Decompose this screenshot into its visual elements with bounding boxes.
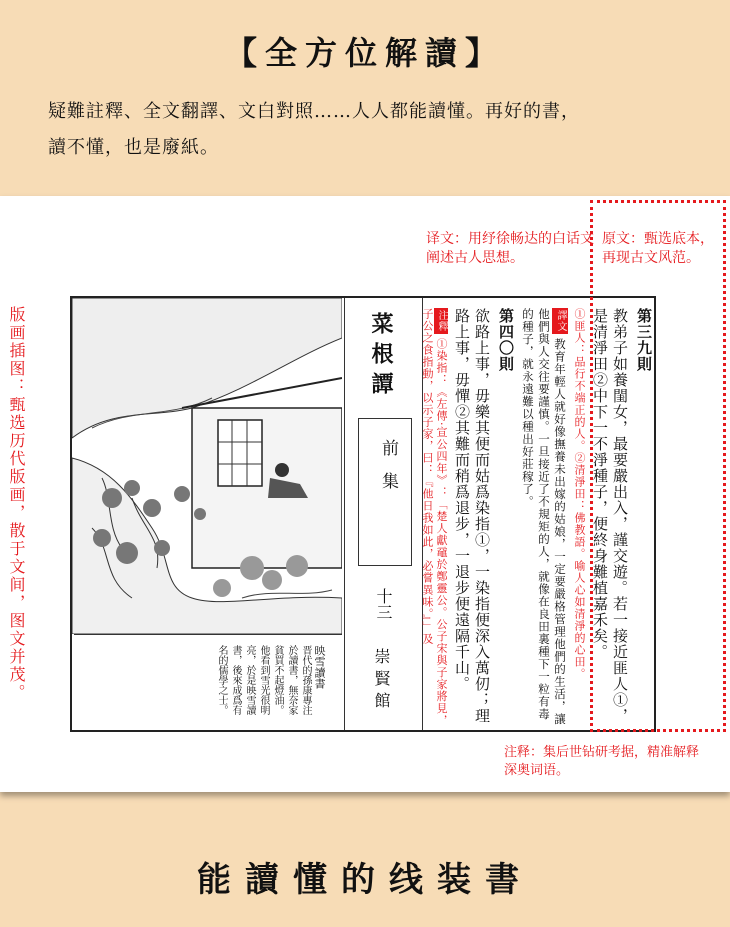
notes-annotation: 注释：集后世钻研考据，精准解释深奥词语。: [504, 745, 700, 778]
intro-line-2: 讀不懂，也是廢紙。: [48, 137, 219, 158]
illustration-caption: [74, 634, 342, 730]
section-39-original: 教弟子如養閨女，最要嚴出入，謹交遊。若一接近匪人①，是清淨田②中下一不淨種子，便終身難植嘉禾矣。: [591, 308, 629, 724]
section-39-translation-text: 教育年輕人就好像撫養未出嫁的姑娘，一定要嚴格管理他們的生活，讓他們與人交往要謹慎。一旦接近了不規矩的人，就像在良田裏種下一粒有毒的種子，就永遠難以種出好莊稼了。: [521, 308, 567, 726]
volume-label: 前集: [378, 439, 398, 505]
illustration-annotation: 版画插图：甄选历代版画，散于文间，图文并茂。: [7, 306, 26, 702]
section-39-heading: 第三九則: [635, 308, 653, 372]
intro-line-1: 疑難註釋、全文翻譯、文白對照……人人都能讀懂。再好的書，: [48, 101, 580, 122]
section-40-heading: 第四〇則: [497, 308, 515, 372]
illustration-drawing: [72, 298, 342, 634]
illustration-caption-body: 晋代的孫康專注於讀書，無奈家貧買不起燈油。他看到雪光很明亮，於是映雪讀書，後來成爲有名的儒學之士。: [216, 645, 311, 715]
section-40-notes: [420, 308, 448, 728]
book-spine-column: [348, 298, 423, 730]
book-sample-panel: [0, 196, 730, 792]
section-39-notes: ①匪人：品行不端正的人。②清淨田：佛教語。喻人心如清淨的心田。: [573, 308, 586, 680]
original-text-annotation: 原文：甄选底本，再现古文风范。: [602, 231, 714, 266]
translation-tag: 譯文: [552, 308, 568, 334]
section-40-original: 欲路上事，毋樂其便而姑爲染指①，一染指便深入萬仞；理路上事，毋憚②其難而稍爲退步，一退步便遠隔千山。: [453, 308, 491, 724]
section-39-translation: [520, 308, 568, 728]
volume-box: [358, 418, 412, 566]
woodblock-illustration: [72, 298, 345, 730]
book-page-spread: [70, 296, 656, 732]
notes-tag: 注釋: [436, 310, 447, 332]
page-number: 十三: [374, 588, 393, 620]
section-40-notes-text: ①染指：《左傳·宣公四年》：「楚人獻黿於鄭靈公。公子宋與子家將見，子公之食指動，以示子家，曰：『他日我如此，必嘗異味。』」及: [421, 308, 448, 727]
book-title: 菜根譚: [368, 312, 394, 402]
page-title: 【全方位解讀】: [224, 34, 505, 72]
footer-slogan: 能讀懂的线装書: [197, 860, 533, 900]
illustration-caption-title: 映雪讀書: [313, 645, 326, 689]
publisher-name: 崇賢館: [372, 648, 391, 714]
original-text-highlight-box: [590, 200, 726, 732]
translation-annotation: 译文：用纾徐畅达的白话文阐述古人思想。: [426, 231, 594, 266]
intro-text: [48, 94, 688, 166]
